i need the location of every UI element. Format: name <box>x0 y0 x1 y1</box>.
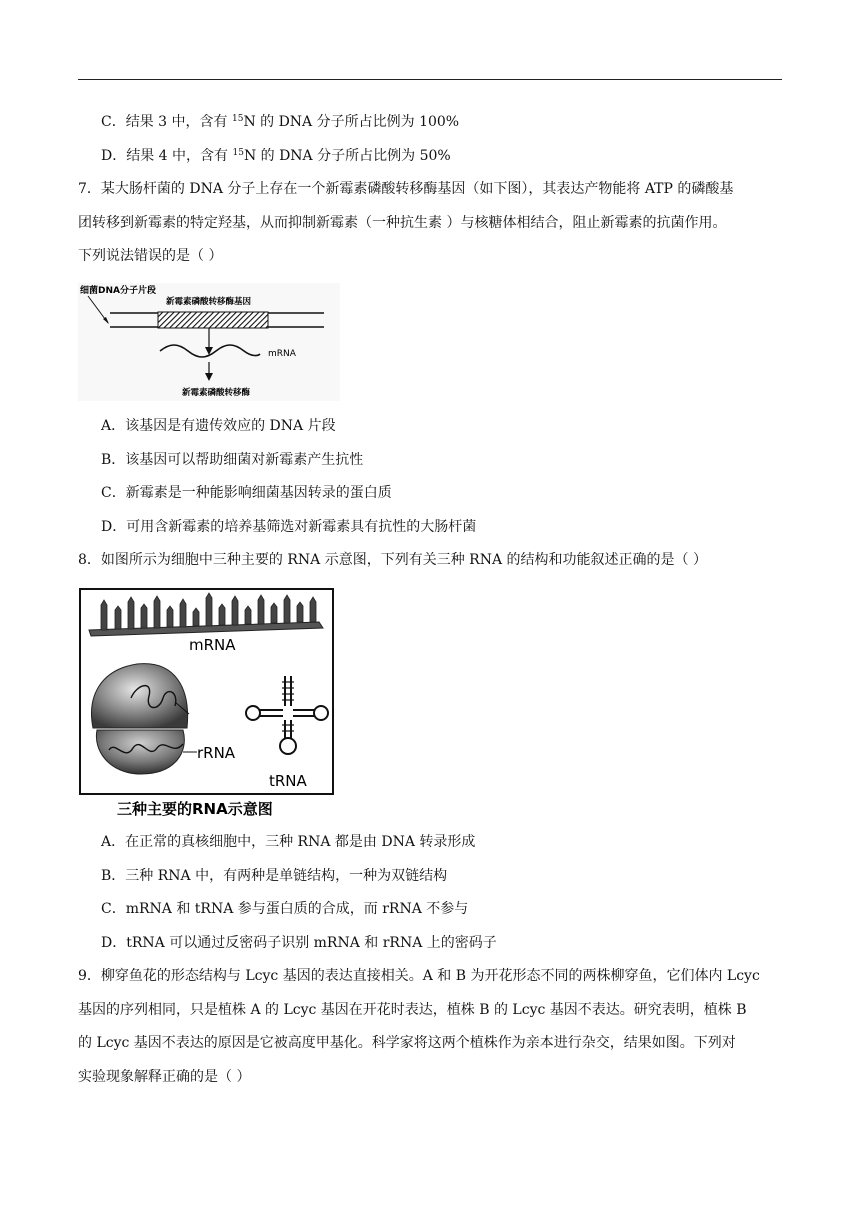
q7-stem-line-3: 下列说法错误的是（ ） <box>78 248 223 264</box>
gene-segment <box>158 312 268 328</box>
q9-stem-line-1: 9．柳穿鱼花的形态结构与 Lcyc 基因的表达直接相关。A 和 B 为开花形态不同的两株柳穿鱼，它们体内 Lcyc <box>78 968 760 984</box>
mrna-label: mRNA <box>268 349 296 359</box>
q8-option-a: A．在正常的真核细胞中，三种 RNA 都是由 DNA 转录形成 <box>101 834 476 850</box>
dna-fragment-label: 细菌DNA分子片段 <box>80 286 156 296</box>
rrna-label: rRNA <box>197 744 236 762</box>
q6-option-c: C．结果 3 中，含有 $^{15}$N 的 DNA 分子所占比例为 100% <box>101 114 460 130</box>
enzyme-label: 新霉素磷酸转移酶 <box>182 388 251 398</box>
q9-stem-line-4: 实验现象解释正确的是（ ） <box>78 1069 251 1085</box>
figure-caption: 三种主要的RNA示意图 <box>117 800 273 818</box>
q7-stem-line-1: 7．某大肠杆菌的 DNA 分子上存在一个新霉素磷酸转移酶基因（如下图），其表达产物能将 ATP 的磷酸基 <box>78 181 734 197</box>
q6-option-d: D．结果 4 中，含有 $^{15}$N 的 DNA 分子所占比例为 50% <box>101 148 451 164</box>
q9-stem-line-3: 的 Lcyc 基因不表达的原因是它被高度甲基化。科学家将这两个植株作为亲本进行杂交，结果如图。下列对 <box>78 1035 736 1051</box>
q7-option-d: D．可用含新霉素的培养基筛选对新霉素具有抗性的大肠杆菌 <box>101 519 477 535</box>
q8-option-c: C．mRNA 和 tRNA 参与蛋白质的合成，而 rRNA 不参与 <box>101 901 469 917</box>
trna-label: tRNA <box>269 772 307 790</box>
q7-stem-line-2: 团转移到新霉素的特定羟基，从而抑制新霉素（一种抗生素 ）与核糖体相结合，阻止新霉素的抗菌作用。 <box>78 215 727 231</box>
q7-option-a: A．该基因是有遗传效应的 DNA 片段 <box>101 418 336 434</box>
q7-option-b: B．该基因可以帮助细菌对新霉素产生抗性 <box>101 452 364 468</box>
q8-option-b: B．三种 RNA 中，有两种是单链结构，一种为双链结构 <box>101 868 448 884</box>
q8-stem: 8．如图所示为细胞中三种主要的 RNA 示意图，下列有关三种 RNA 的结构和功能叙述正确的是（ ） <box>78 552 707 568</box>
mrna-label: mRNA <box>189 636 236 654</box>
q9-stem-line-2: 基因的序列相同，只是植株 A 的 Lcyc 基因在开花时表达，植株 B 的 Lcyc 基因不表达。研究表明，植株 B <box>78 1002 747 1018</box>
q8-option-d: D．tRNA 可以通过反密码子识别 mRNA 和 rRNA 上的密码子 <box>101 935 497 951</box>
q7-gene-figure <box>78 283 340 401</box>
header-rule <box>78 79 782 80</box>
q8-rna-figure <box>79 588 335 818</box>
q7-option-c: C．新霉素是一种能影响细菌基因转录的蛋白质 <box>101 485 392 501</box>
gene-label: 新霉素磷酸转移酶基因 <box>166 297 252 307</box>
